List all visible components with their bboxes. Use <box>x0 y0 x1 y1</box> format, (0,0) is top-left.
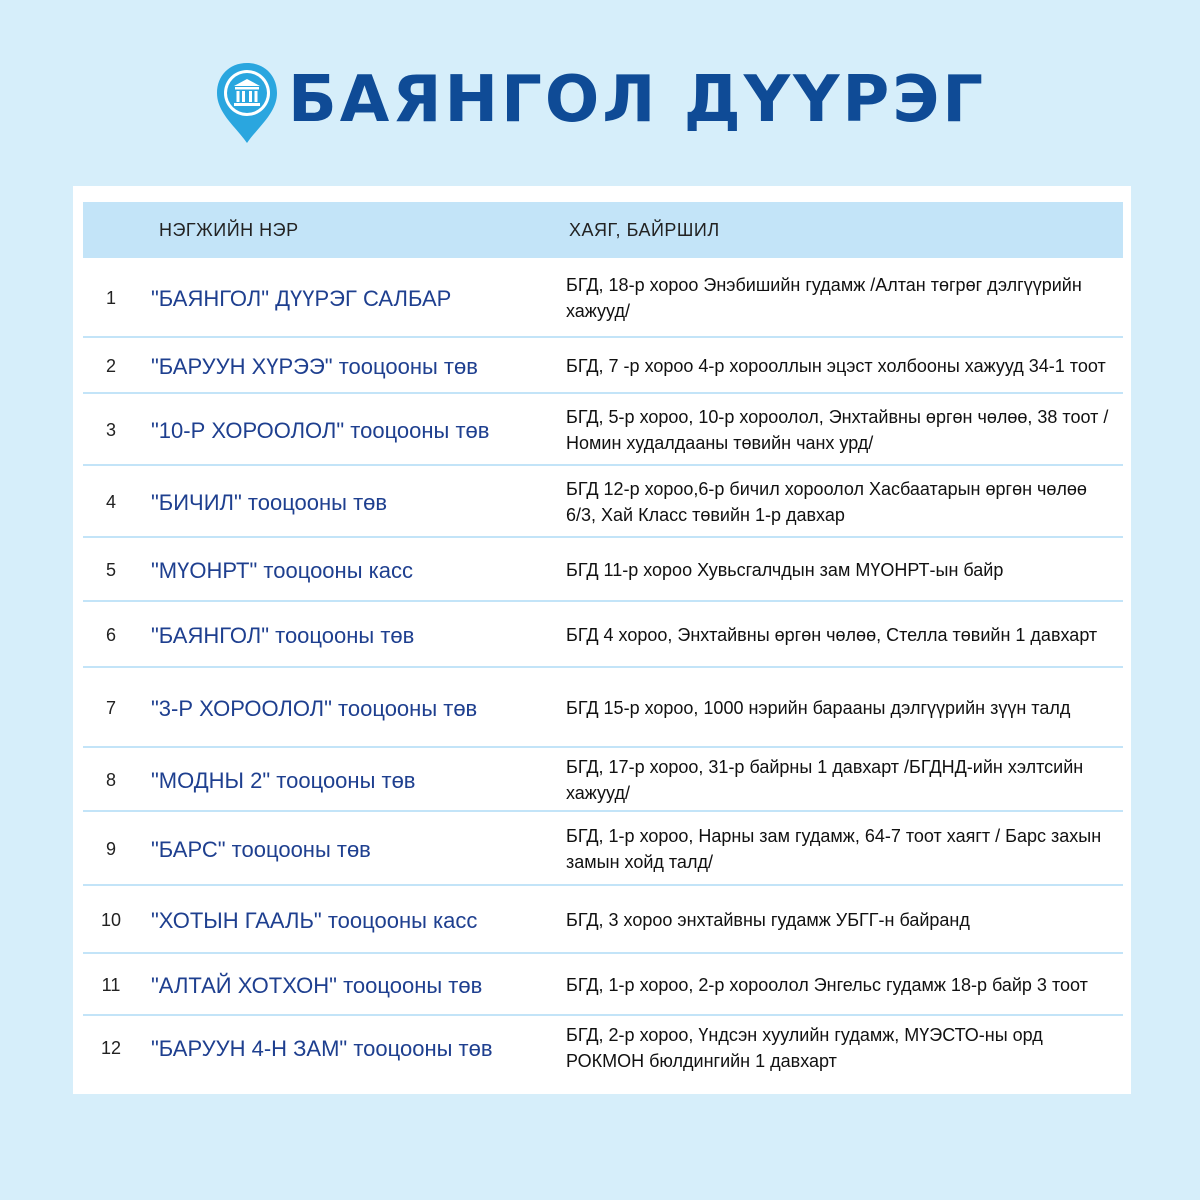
row-number: 2 <box>105 355 116 376</box>
branch-address: БГД, 2-р хороо, Үндсэн хуулийн гудамж, МҮЭСТО-ны орд РОКМОН бюлдингийн 1 давхарт <box>566 1025 1043 1071</box>
row-number: 1 <box>105 287 116 308</box>
table-row <box>83 338 1123 394</box>
table-row <box>83 886 1123 954</box>
column-header-address: ХАЯГ, БАЙРШИЛ <box>569 220 720 240</box>
table-row <box>83 602 1123 668</box>
table-header <box>83 202 1123 258</box>
branch-address: БГД, 18-р хороо Энэбишийн гудамж /Алтан төгрөг дэлгүүрийн хажууд/ <box>566 275 1082 321</box>
location-pin-building-icon <box>214 61 280 145</box>
branch-address: БГД 4 хороо, Энхтайвны өргөн чөлөө, Стелла төвийн 1 давхарт <box>566 625 1098 645</box>
branch-name: "МҮОНРТ" тооцооны касс <box>151 557 413 583</box>
branch-address: БГД 12-р хороо,6-р бичил хороолол Хасбаатарын өргөн чөлөө 6/3, Хай Класс төвийн 1-р давхар <box>566 479 1087 525</box>
page-header <box>0 50 1200 150</box>
branch-name: "МОДНЫ 2" тооцооны төв <box>151 767 416 793</box>
branch-address: БГД 11-р хороо Хувьсгалчдын зам МҮОНРТ-ын байр <box>566 560 1004 580</box>
row-number: 3 <box>105 419 116 440</box>
row-number: 10 <box>100 909 122 930</box>
branch-address: БГД, 3 хороо энхтайвны гудамж УБГГ-н байранд <box>566 910 970 930</box>
branch-address: БГД, 5-р хороо, 10-р хороолол, Энхтайвны өргөн чөлөө, 38 тоот /Номин худалдааны төвийн чанх урд/ <box>566 407 1109 453</box>
branch-name: "БАРС" тооцооны төв <box>151 836 371 862</box>
row-number: 4 <box>105 491 116 512</box>
page-title: БАЯНГОЛ ДҮҮРЭГ <box>287 63 987 137</box>
branch-name: "ХОТЫН ГААЛЬ" тооцооны касс <box>151 907 478 933</box>
table-row <box>83 466 1123 538</box>
branch-address: БГД, 1-р хороо, Нарны зам гудамж, 64-7 тоот хаягт / Барс захын замын хойд талд/ <box>566 826 1102 872</box>
row-number: 12 <box>100 1037 122 1058</box>
column-header-name: НЭГЖИЙН НЭР <box>159 220 299 240</box>
table-row <box>83 668 1123 748</box>
table-row <box>83 748 1123 812</box>
branch-name: "БАРУУН ХҮРЭЭ" тооцооны төв <box>151 353 478 379</box>
row-number: 6 <box>105 624 116 645</box>
branch-name: "БАЯНГОЛ" ДҮҮРЭГ САЛБАР <box>151 285 452 311</box>
branch-name: "БАРУУН 4-Н ЗАМ" тооцооны төв <box>151 1035 493 1061</box>
row-number: 11 <box>101 974 121 995</box>
branch-name: "АЛТАЙ ХОТХОН" тооцооны төв <box>151 972 483 998</box>
branch-address: БГД, 7 -р хороо 4-р хорооллын эцэст холбооны хажууд 34-1 тоот <box>566 356 1106 376</box>
branch-address: БГД, 1-р хороо, 2-р хороолол Энгельс гудамж 18-р байр 3 тоот <box>566 975 1088 995</box>
table-row <box>83 812 1123 886</box>
table-row <box>83 394 1123 466</box>
table-row <box>83 538 1123 602</box>
row-number: 7 <box>105 697 116 718</box>
branch-name: "БИЧИЛ" тооцооны төв <box>151 489 388 515</box>
row-number: 8 <box>105 769 116 790</box>
branch-address: БГД, 17-р хороо, 31-р байрны 1 давхарт /БГДНД-ийн хэлтсийн хажууд/ <box>566 757 1084 803</box>
branch-name: "БАЯНГОЛ" тооцооны төв <box>151 622 415 648</box>
table-row <box>83 258 1123 338</box>
table-row <box>83 1016 1123 1080</box>
row-number: 5 <box>105 559 116 580</box>
branch-name: "3-Р ХОРООЛОЛ" тооцооны төв <box>151 695 478 721</box>
branch-address: БГД 15-р хороо, 1000 нэрийн барааны дэлгүүрийн зүүн талд <box>566 698 1071 718</box>
row-number: 9 <box>105 838 116 859</box>
table-row <box>83 954 1123 1016</box>
branch-name: "10-Р ХОРООЛОЛ" тооцооны төв <box>151 417 490 443</box>
locations-table <box>73 186 1131 1094</box>
